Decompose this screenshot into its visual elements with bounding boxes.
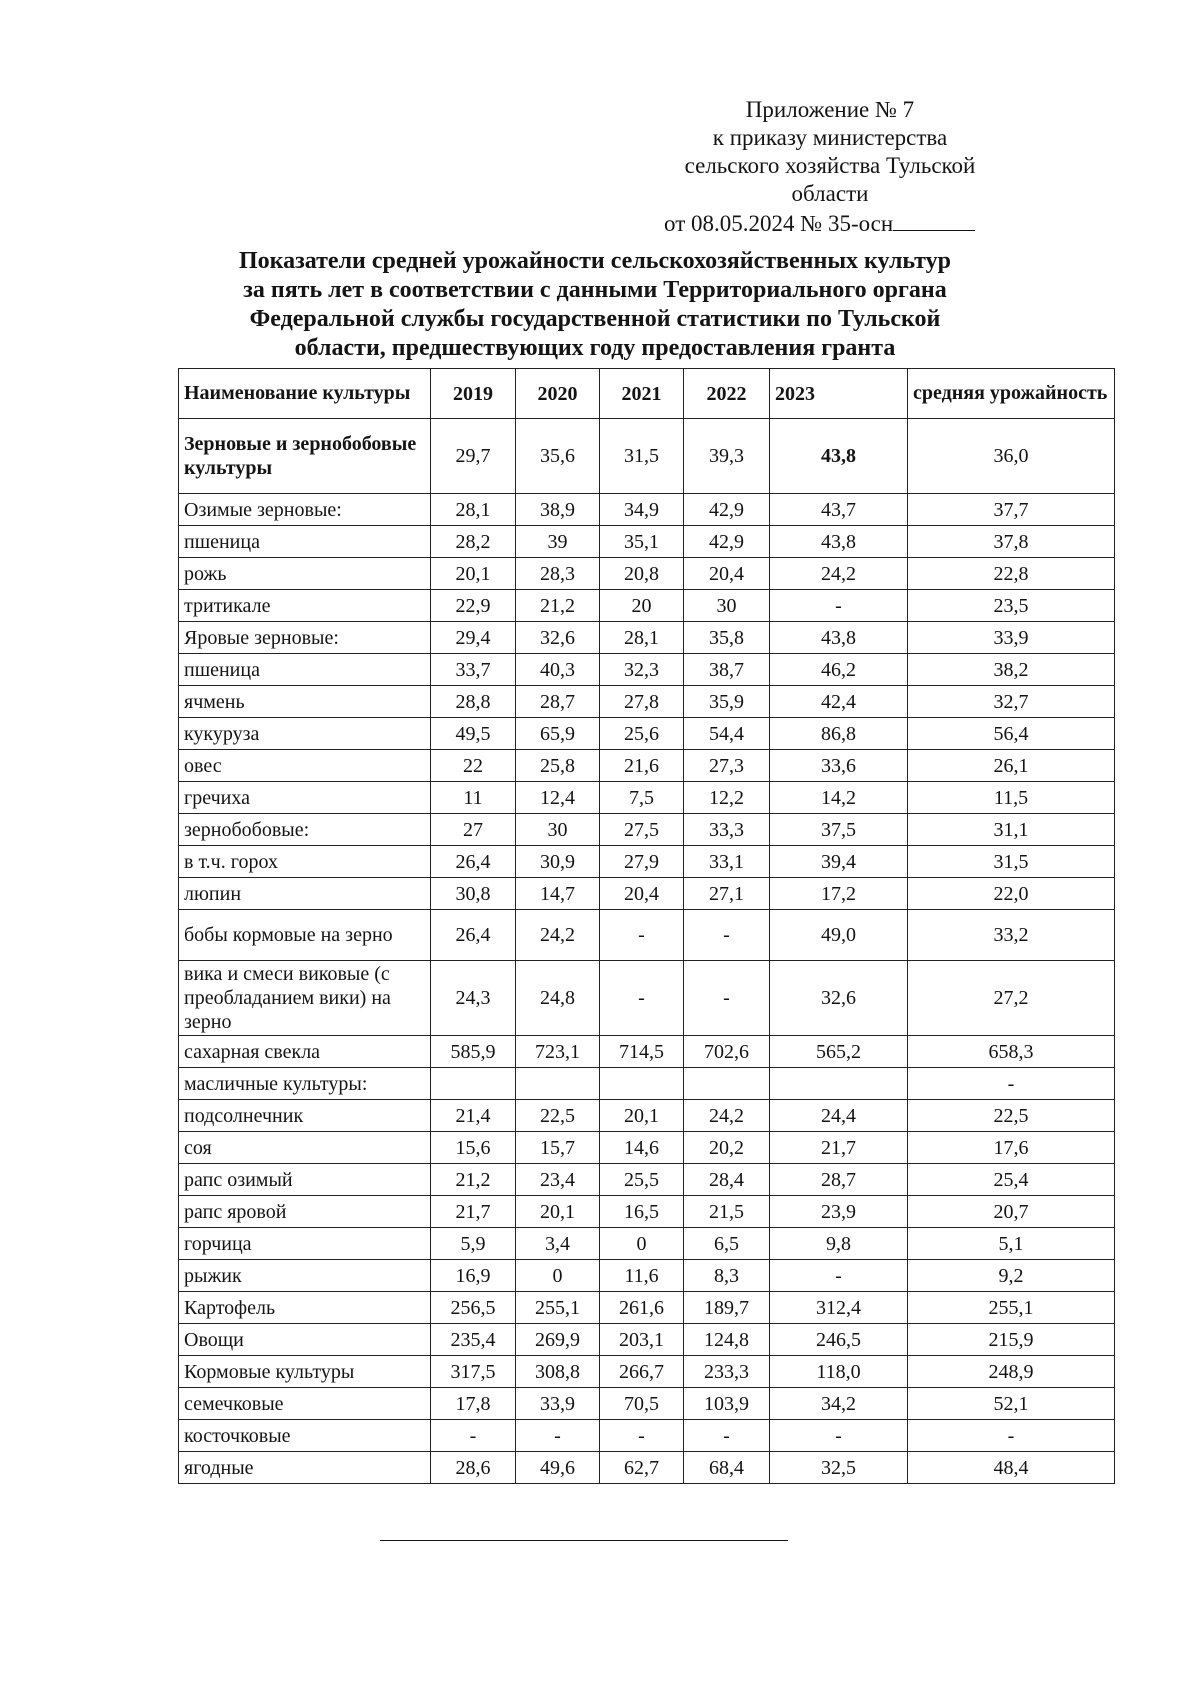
- cell-value-2023: 37,5: [770, 814, 908, 846]
- cell-value-2019: 28,1: [431, 494, 516, 526]
- cell-average-yield: 22,8: [908, 558, 1115, 590]
- cell-value-2020: 49,6: [516, 1452, 600, 1484]
- cell-value-2021: -: [600, 961, 684, 1036]
- cell-value-2022: 124,8: [684, 1324, 770, 1356]
- cell-average-yield: 36,0: [908, 419, 1115, 494]
- cell-value-2021: -: [600, 910, 684, 961]
- cell-value-2021: 203,1: [600, 1324, 684, 1356]
- header-crop-name: Наименование культуры: [179, 369, 431, 419]
- cell-value-2019: 26,4: [431, 846, 516, 878]
- cell-value-2021: 25,6: [600, 718, 684, 750]
- cell-value-2022: 27,3: [684, 750, 770, 782]
- table-row: [179, 1164, 1115, 1196]
- table-row: [179, 1036, 1115, 1068]
- cell-crop-name: вика и смеси виковые (с преобладанием вики) на зерно: [179, 961, 431, 1036]
- table-row: [179, 814, 1115, 846]
- cell-value-2020: 0: [516, 1260, 600, 1292]
- cell-value-2021: 27,9: [600, 846, 684, 878]
- cell-value-2020: 3,4: [516, 1228, 600, 1260]
- cell-value-2023: 118,0: [770, 1356, 908, 1388]
- cell-average-yield: 31,5: [908, 846, 1115, 878]
- cell-crop-name: кукуруза: [179, 718, 431, 750]
- cell-value-2019: 28,2: [431, 526, 516, 558]
- cell-crop-name: тритикале: [179, 590, 431, 622]
- cell-value-2021: 20,8: [600, 558, 684, 590]
- cell-value-2022: 20,2: [684, 1132, 770, 1164]
- cell-value-2020: 33,9: [516, 1388, 600, 1420]
- table-row: [179, 1324, 1115, 1356]
- cell-crop-name: пшеница: [179, 526, 431, 558]
- cell-crop-name: сахарная свекла: [179, 1036, 431, 1068]
- title-line-2: за пять лет в соответствии с данными Территориального органа: [243, 277, 947, 303]
- table-row: [179, 718, 1115, 750]
- cell-crop-name: горчица: [179, 1228, 431, 1260]
- cell-crop-name: масличные культуры:: [179, 1068, 431, 1100]
- cell-crop-name: рожь: [179, 558, 431, 590]
- cell-crop-name: ячмень: [179, 686, 431, 718]
- cell-crop-name: ягодные: [179, 1452, 431, 1484]
- table-row: [179, 961, 1115, 1036]
- cell-value-2019: 26,4: [431, 910, 516, 961]
- cell-value-2021: 261,6: [600, 1292, 684, 1324]
- cell-value-2020: 21,2: [516, 590, 600, 622]
- table-row: [179, 1260, 1115, 1292]
- cell-average-yield: 22,5: [908, 1100, 1115, 1132]
- cell-crop-name: зернобобовые:: [179, 814, 431, 846]
- table-row: [179, 910, 1115, 961]
- cell-value-2019: 21,7: [431, 1196, 516, 1228]
- cell-value-2019: 16,9: [431, 1260, 516, 1292]
- cell-value-2022: 8,3: [684, 1260, 770, 1292]
- cell-value-2021: 62,7: [600, 1452, 684, 1484]
- cell-value-2019: 28,8: [431, 686, 516, 718]
- cell-crop-name: овес: [179, 750, 431, 782]
- table-row: [179, 558, 1115, 590]
- cell-crop-name: Картофель: [179, 1292, 431, 1324]
- cell-value-2021: 20,1: [600, 1100, 684, 1132]
- cell-value-2022: 39,3: [684, 419, 770, 494]
- cell-average-yield: 26,1: [908, 750, 1115, 782]
- appendix-date-line: [664, 210, 1020, 238]
- cell-value-2019: 15,6: [431, 1132, 516, 1164]
- table-row: [179, 686, 1115, 718]
- cell-average-yield: 23,5: [908, 590, 1115, 622]
- cell-value-2022: 189,7: [684, 1292, 770, 1324]
- cell-average-yield: 33,9: [908, 622, 1115, 654]
- cell-value-2020: 35,6: [516, 419, 600, 494]
- cell-average-yield: 48,4: [908, 1452, 1115, 1484]
- header-year-2019: 2019: [431, 369, 516, 419]
- table-row: [179, 1132, 1115, 1164]
- cell-value-2019: 20,1: [431, 558, 516, 590]
- table-row: [179, 1356, 1115, 1388]
- cell-value-2023: 46,2: [770, 654, 908, 686]
- cell-value-2023: 23,9: [770, 1196, 908, 1228]
- cell-value-2021: 32,3: [600, 654, 684, 686]
- cell-value-2022: 42,9: [684, 526, 770, 558]
- cell-value-2019: 28,6: [431, 1452, 516, 1484]
- cell-crop-name: бобы кормовые на зерно: [179, 910, 431, 961]
- cell-crop-name: подсолнечник: [179, 1100, 431, 1132]
- cell-value-2023: 24,4: [770, 1100, 908, 1132]
- cell-value-2022: -: [684, 961, 770, 1036]
- cell-value-2023: 33,6: [770, 750, 908, 782]
- cell-crop-name: Озимые зерновые:: [179, 494, 431, 526]
- cell-value-2021: 14,6: [600, 1132, 684, 1164]
- yield-table: [178, 368, 1115, 1484]
- cell-value-2023: 42,4: [770, 686, 908, 718]
- title-line-1: Показатели средней урожайности сельскохозяйственных культур: [238, 248, 952, 274]
- cell-average-yield: 37,7: [908, 494, 1115, 526]
- cell-crop-name: люпин: [179, 878, 431, 910]
- cell-value-2019: 22,9: [431, 590, 516, 622]
- document-title: [160, 247, 1030, 363]
- cell-value-2020: 12,4: [516, 782, 600, 814]
- table-row: [179, 1292, 1115, 1324]
- signature-blank-line: [893, 212, 975, 231]
- cell-value-2023: [770, 1068, 908, 1100]
- table-row: [179, 1452, 1115, 1484]
- cell-value-2023: -: [770, 590, 908, 622]
- cell-value-2019: 317,5: [431, 1356, 516, 1388]
- cell-value-2019: 585,9: [431, 1036, 516, 1068]
- cell-value-2023: 17,2: [770, 878, 908, 910]
- cell-value-2023: 43,8: [770, 526, 908, 558]
- cell-crop-name: рапс озимый: [179, 1164, 431, 1196]
- cell-crop-name: в т.ч. горох: [179, 846, 431, 878]
- cell-value-2023: 32,6: [770, 961, 908, 1036]
- table-row: [179, 622, 1115, 654]
- cell-value-2022: 702,6: [684, 1036, 770, 1068]
- cell-value-2019: 235,4: [431, 1324, 516, 1356]
- cell-average-yield: -: [908, 1420, 1115, 1452]
- cell-value-2020: 25,8: [516, 750, 600, 782]
- cell-value-2022: -: [684, 910, 770, 961]
- cell-value-2020: 38,9: [516, 494, 600, 526]
- cell-value-2020: 40,3: [516, 654, 600, 686]
- cell-value-2021: 16,5: [600, 1196, 684, 1228]
- cell-value-2019: 256,5: [431, 1292, 516, 1324]
- cell-average-yield: 215,9: [908, 1324, 1115, 1356]
- table-row: [179, 782, 1115, 814]
- cell-average-yield: 9,2: [908, 1260, 1115, 1292]
- cell-value-2020: 14,7: [516, 878, 600, 910]
- cell-value-2020: 28,7: [516, 686, 600, 718]
- cell-value-2019: -: [431, 1420, 516, 1452]
- cell-value-2019: 22: [431, 750, 516, 782]
- appendix-order-ref: к приказу министерства: [712, 125, 948, 150]
- cell-average-yield: -: [908, 1068, 1115, 1100]
- cell-value-2023: 43,8: [770, 419, 908, 494]
- table-row: [179, 654, 1115, 686]
- cell-value-2021: -: [600, 1420, 684, 1452]
- cell-value-2020: 30: [516, 814, 600, 846]
- cell-average-yield: 20,7: [908, 1196, 1115, 1228]
- appendix-date-number: от 08.05.2024 № 35-осн: [664, 211, 894, 236]
- cell-value-2023: 32,5: [770, 1452, 908, 1484]
- cell-value-2019: [431, 1068, 516, 1100]
- table-row: [179, 1100, 1115, 1132]
- table-row: [179, 590, 1115, 622]
- cell-average-yield: 255,1: [908, 1292, 1115, 1324]
- appendix-ministry: сельского хозяйства Тульской: [684, 153, 976, 178]
- cell-average-yield: 22,0: [908, 878, 1115, 910]
- appendix-block: [640, 96, 1020, 238]
- cell-value-2021: [600, 1068, 684, 1100]
- cell-value-2020: 15,7: [516, 1132, 600, 1164]
- cell-average-yield: 17,6: [908, 1132, 1115, 1164]
- cell-value-2022: 33,1: [684, 846, 770, 878]
- appendix-region: области: [791, 181, 869, 206]
- table-row: [179, 1420, 1115, 1452]
- cell-average-yield: 11,5: [908, 782, 1115, 814]
- cell-value-2022: 103,9: [684, 1388, 770, 1420]
- cell-value-2020: 20,1: [516, 1196, 600, 1228]
- cell-value-2020: 255,1: [516, 1292, 600, 1324]
- title-line-4: области, предшествующих году предоставления гранта: [294, 335, 896, 361]
- table-row: [179, 750, 1115, 782]
- cell-value-2023: 312,4: [770, 1292, 908, 1324]
- cell-value-2022: [684, 1068, 770, 1100]
- cell-value-2022: 27,1: [684, 878, 770, 910]
- cell-value-2021: 25,5: [600, 1164, 684, 1196]
- cell-value-2019: 49,5: [431, 718, 516, 750]
- cell-crop-name: косточковые: [179, 1420, 431, 1452]
- cell-value-2023: 565,2: [770, 1036, 908, 1068]
- cell-value-2023: 246,5: [770, 1324, 908, 1356]
- appendix-number: Приложение № 7: [745, 97, 915, 122]
- cell-value-2020: -: [516, 1420, 600, 1452]
- cell-value-2020: 22,5: [516, 1100, 600, 1132]
- cell-value-2023: 49,0: [770, 910, 908, 961]
- table-body: [179, 419, 1115, 1484]
- cell-value-2021: 31,5: [600, 419, 684, 494]
- cell-value-2022: 54,4: [684, 718, 770, 750]
- cell-crop-name: семечковые: [179, 1388, 431, 1420]
- cell-crop-name: гречиха: [179, 782, 431, 814]
- cell-value-2019: 33,7: [431, 654, 516, 686]
- cell-value-2023: 34,2: [770, 1388, 908, 1420]
- cell-value-2019: 17,8: [431, 1388, 516, 1420]
- cell-value-2020: 28,3: [516, 558, 600, 590]
- cell-value-2022: 28,4: [684, 1164, 770, 1196]
- cell-value-2023: 21,7: [770, 1132, 908, 1164]
- table-row: [179, 526, 1115, 558]
- table-row: [179, 1388, 1115, 1420]
- cell-average-yield: 27,2: [908, 961, 1115, 1036]
- cell-value-2021: 21,6: [600, 750, 684, 782]
- table-row: [179, 419, 1115, 494]
- cell-value-2019: 24,3: [431, 961, 516, 1036]
- cell-value-2022: 30: [684, 590, 770, 622]
- cell-value-2019: 30,8: [431, 878, 516, 910]
- table-row: [179, 1068, 1115, 1100]
- table-row: [179, 1228, 1115, 1260]
- cell-average-yield: 5,1: [908, 1228, 1115, 1260]
- cell-value-2023: 43,8: [770, 622, 908, 654]
- cell-value-2022: 20,4: [684, 558, 770, 590]
- cell-value-2023: 43,7: [770, 494, 908, 526]
- table-row: [179, 494, 1115, 526]
- cell-value-2021: 70,5: [600, 1388, 684, 1420]
- cell-value-2023: 39,4: [770, 846, 908, 878]
- cell-value-2021: 11,6: [600, 1260, 684, 1292]
- cell-crop-name: соя: [179, 1132, 431, 1164]
- cell-value-2022: 42,9: [684, 494, 770, 526]
- cell-value-2021: 714,5: [600, 1036, 684, 1068]
- cell-value-2021: 27,5: [600, 814, 684, 846]
- cell-value-2019: 5,9: [431, 1228, 516, 1260]
- header-year-2020: 2020: [516, 369, 600, 419]
- cell-value-2019: 29,4: [431, 622, 516, 654]
- cell-average-yield: 38,2: [908, 654, 1115, 686]
- cell-value-2023: 14,2: [770, 782, 908, 814]
- cell-value-2023: -: [770, 1260, 908, 1292]
- cell-value-2019: 27: [431, 814, 516, 846]
- cell-value-2020: 23,4: [516, 1164, 600, 1196]
- cell-value-2022: 12,2: [684, 782, 770, 814]
- cell-value-2022: 21,5: [684, 1196, 770, 1228]
- cell-average-yield: 31,1: [908, 814, 1115, 846]
- header-year-2023: 2023: [770, 369, 908, 419]
- cell-value-2021: 27,8: [600, 686, 684, 718]
- cell-crop-name: рыжик: [179, 1260, 431, 1292]
- cell-average-yield: 33,2: [908, 910, 1115, 961]
- cell-average-yield: 25,4: [908, 1164, 1115, 1196]
- cell-value-2019: 11: [431, 782, 516, 814]
- cell-value-2021: 35,1: [600, 526, 684, 558]
- cell-crop-name: Зерновые и зернобобовые культуры: [179, 419, 431, 494]
- cell-value-2022: 233,3: [684, 1356, 770, 1388]
- cell-value-2020: [516, 1068, 600, 1100]
- cell-value-2020: 30,9: [516, 846, 600, 878]
- cell-value-2021: 34,9: [600, 494, 684, 526]
- cell-crop-name: Кормовые культуры: [179, 1356, 431, 1388]
- cell-average-yield: 248,9: [908, 1356, 1115, 1388]
- cell-value-2021: 20: [600, 590, 684, 622]
- cell-average-yield: 658,3: [908, 1036, 1115, 1068]
- cell-value-2019: 21,2: [431, 1164, 516, 1196]
- cell-value-2022: 35,9: [684, 686, 770, 718]
- cell-crop-name: пшеница: [179, 654, 431, 686]
- title-line-3: Федеральной службы государственной статистики по Тульской: [249, 306, 941, 332]
- cell-value-2023: 86,8: [770, 718, 908, 750]
- header-year-2022: 2022: [684, 369, 770, 419]
- cell-value-2020: 723,1: [516, 1036, 600, 1068]
- cell-value-2021: 0: [600, 1228, 684, 1260]
- cell-value-2023: 24,2: [770, 558, 908, 590]
- cell-value-2021: 266,7: [600, 1356, 684, 1388]
- cell-crop-name: Яровые зерновые:: [179, 622, 431, 654]
- cell-value-2020: 24,8: [516, 961, 600, 1036]
- cell-value-2019: 21,4: [431, 1100, 516, 1132]
- cell-value-2021: 7,5: [600, 782, 684, 814]
- cell-value-2023: 9,8: [770, 1228, 908, 1260]
- header-year-2021: 2021: [600, 369, 684, 419]
- cell-average-yield: 32,7: [908, 686, 1115, 718]
- cell-average-yield: 37,8: [908, 526, 1115, 558]
- cell-value-2022: 38,7: [684, 654, 770, 686]
- cell-value-2022: -: [684, 1420, 770, 1452]
- cell-value-2019: 29,7: [431, 419, 516, 494]
- cell-value-2020: 65,9: [516, 718, 600, 750]
- cell-value-2020: 308,8: [516, 1356, 600, 1388]
- cell-value-2022: 33,3: [684, 814, 770, 846]
- cell-value-2022: 24,2: [684, 1100, 770, 1132]
- cell-value-2023: -: [770, 1420, 908, 1452]
- cell-crop-name: рапс яровой: [179, 1196, 431, 1228]
- cell-value-2023: 28,7: [770, 1164, 908, 1196]
- table-row: [179, 846, 1115, 878]
- header-average-yield: средняя урожайность: [908, 369, 1115, 419]
- cell-value-2022: 35,8: [684, 622, 770, 654]
- cell-value-2020: 39: [516, 526, 600, 558]
- cell-value-2022: 6,5: [684, 1228, 770, 1260]
- cell-value-2021: 28,1: [600, 622, 684, 654]
- footer-divider: [380, 1540, 788, 1541]
- cell-average-yield: 52,1: [908, 1388, 1115, 1420]
- cell-value-2020: 32,6: [516, 622, 600, 654]
- cell-value-2020: 269,9: [516, 1324, 600, 1356]
- table-row: [179, 1196, 1115, 1228]
- cell-crop-name: Овощи: [179, 1324, 431, 1356]
- cell-value-2021: 20,4: [600, 878, 684, 910]
- cell-average-yield: 56,4: [908, 718, 1115, 750]
- table-row: [179, 878, 1115, 910]
- table-header-row: [179, 369, 1115, 419]
- cell-value-2022: 68,4: [684, 1452, 770, 1484]
- cell-value-2020: 24,2: [516, 910, 600, 961]
